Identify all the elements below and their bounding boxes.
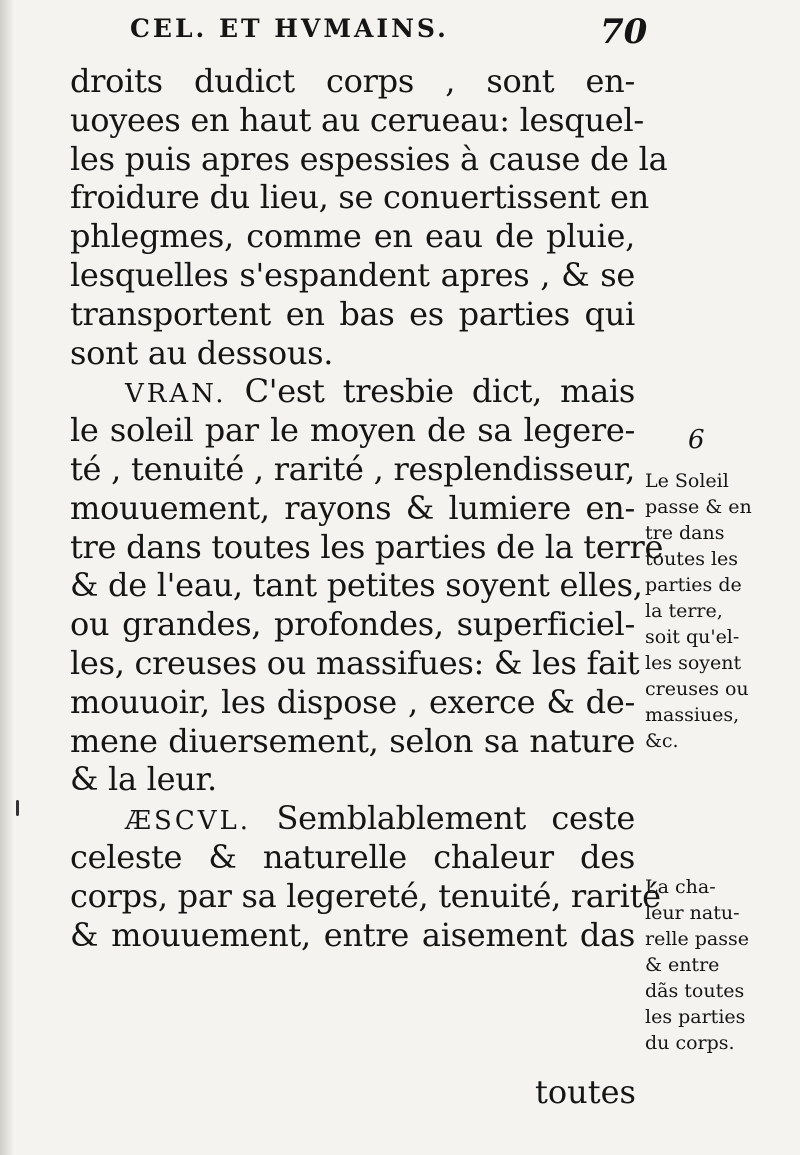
margin-note-line: parties de bbox=[645, 574, 742, 596]
text-line: uoyees en haut au cerueau: lesquel- bbox=[70, 100, 644, 139]
margin-note-line: & entre bbox=[645, 954, 720, 976]
text-line: les, creuses ou massifues: & les fait bbox=[70, 643, 640, 682]
margin-note-line: les parties bbox=[645, 1006, 746, 1028]
margin-note-line: toutes les bbox=[645, 548, 739, 570]
running-title: CEL. ET HVMAINS. bbox=[130, 14, 449, 43]
text-line: froidure du lieu, se conuertissent en bbox=[70, 178, 649, 217]
text-line: ou grandes, profondes, superficiel- bbox=[70, 605, 635, 644]
text-line: corps, par sa legereté, tenuité, rarité bbox=[70, 876, 661, 915]
margin-note-line: &c. bbox=[645, 730, 679, 752]
main-text-block bbox=[70, 62, 668, 954]
margin-note-line: La cha- bbox=[645, 876, 716, 898]
text-line: sont au dessous. bbox=[70, 333, 334, 372]
text-line: & mouuement, entre aisement das bbox=[70, 915, 635, 954]
text-line: transportent en bas es parties qui bbox=[70, 294, 635, 333]
opening-text: C'est tresbie dict, mais bbox=[244, 372, 635, 411]
paragraph-opening-line bbox=[70, 372, 635, 411]
text-line: mouuement, rayons & lumiere en- bbox=[70, 488, 635, 527]
text-line: & de l'eau, tant petites soyent elles, bbox=[70, 566, 643, 605]
text-line: mene diuersement, selon sa nature bbox=[70, 721, 635, 760]
margin-note-line: les soyent bbox=[645, 652, 742, 674]
margin-note-line: leur natu- bbox=[645, 902, 740, 924]
ink-mark bbox=[16, 800, 19, 816]
text-line: les puis apres espessies à cause de la bbox=[70, 139, 668, 178]
margin-note-number: 6 bbox=[688, 425, 705, 455]
paragraph-opening-line bbox=[70, 799, 635, 838]
catchword: toutes bbox=[535, 1073, 636, 1111]
text-line: le soleil par le moyen de sa legere- bbox=[70, 411, 635, 450]
text-line: & la leur. bbox=[70, 760, 217, 799]
page-number: 70 bbox=[600, 12, 648, 52]
margin-note-line: Le Soleil bbox=[645, 470, 729, 492]
text-line: mouuoir, les dispose , exerce & de- bbox=[70, 682, 635, 721]
text-line: celeste & naturelle chaleur des bbox=[70, 837, 635, 876]
text-line: lesquelles s'espandent apres , & se bbox=[70, 255, 635, 294]
text-line: phlegmes, comme en eau de pluie, bbox=[70, 217, 635, 256]
margin-note-line: tre dans bbox=[645, 522, 725, 544]
text-line: té , tenuité , rarité , resplendisseur, bbox=[70, 449, 635, 488]
margin-note-line: passe & en bbox=[645, 496, 752, 518]
margin-note-chaleur bbox=[645, 874, 749, 1056]
margin-note-line: dãs toutes bbox=[645, 980, 745, 1002]
speaker-name: VRAN. bbox=[125, 379, 227, 410]
text-line: tre dans toutes les parties de la terre bbox=[70, 527, 664, 566]
speaker-name: ÆSCVL. bbox=[125, 806, 252, 837]
margin-note-line: la terre, bbox=[645, 600, 723, 622]
margin-note-line: du corps. bbox=[645, 1032, 735, 1054]
margin-note-line: massiues, bbox=[645, 704, 740, 726]
margin-note-line: soit qu'el- bbox=[645, 626, 740, 648]
margin-note-line: relle passe bbox=[645, 928, 749, 950]
margin-note-soleil bbox=[645, 468, 752, 754]
opening-text: Semblablement ceste bbox=[276, 799, 635, 838]
margin-note-line: creuses ou bbox=[645, 678, 749, 700]
text-line: droits dudict corps , sont en- bbox=[70, 62, 635, 100]
